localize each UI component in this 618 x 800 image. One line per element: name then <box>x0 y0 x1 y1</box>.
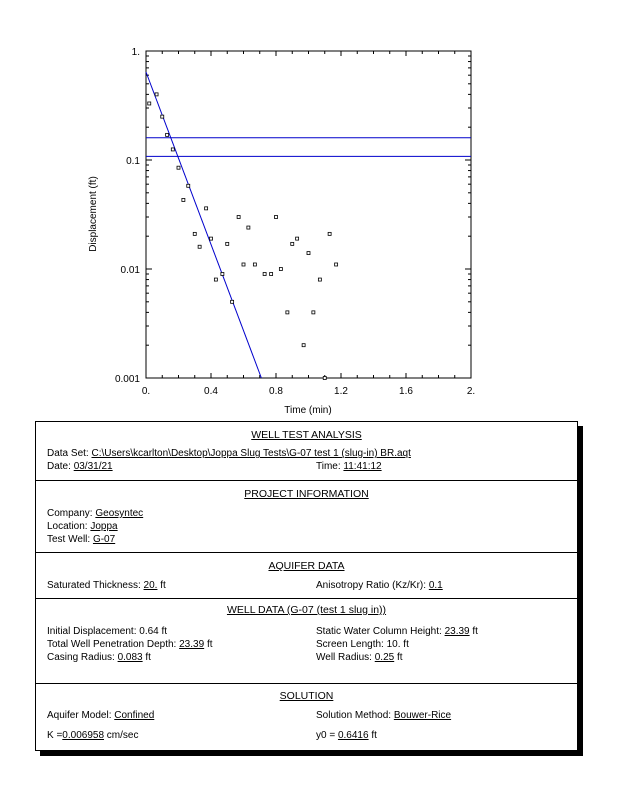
casing-radius-row <box>47 652 151 663</box>
data-point <box>198 245 201 248</box>
screen-length-label: Screen Length: <box>316 639 384 650</box>
y-tick-label: 1. <box>131 47 140 58</box>
data-point <box>312 311 315 314</box>
well-data-title: WELL DATA (G-07 (test 1 slug in)) <box>226 604 387 616</box>
date-row <box>47 461 113 472</box>
data-point <box>279 268 282 271</box>
k-row <box>47 730 138 741</box>
data-point <box>270 272 273 275</box>
location-label: Location: <box>47 521 88 532</box>
time-label: Time: <box>316 461 341 472</box>
well-radius-value: 0.25 <box>374 652 395 663</box>
y-tick-labels <box>115 47 140 385</box>
y-tick-label: 0.001 <box>114 374 140 385</box>
test-well-value: G-07 <box>92 534 116 545</box>
chart-ticks <box>146 51 471 378</box>
aquifer-model-row <box>47 710 154 721</box>
x-tick-label: 0. <box>141 386 151 397</box>
anisotropy-label: Anisotropy Ratio (Kz/Kr): <box>316 580 427 591</box>
aquifer-model-label: Aquifer Model: <box>47 710 112 721</box>
data-point <box>221 272 224 275</box>
y0-unit: ft <box>371 730 377 741</box>
test-well-label: Test Well: <box>47 534 91 545</box>
data-set-value: C:\Users\kcarlton\Desktop\Joppa Slug Tests\G-07 test 1 (slug-in) BR.aqt <box>91 448 411 459</box>
y0-row <box>316 730 377 741</box>
data-point <box>182 198 185 201</box>
data-point <box>296 237 299 240</box>
y-tick-label: 0.01 <box>120 265 140 276</box>
data-point <box>148 102 151 105</box>
data-set-label: Data Set: <box>47 448 89 459</box>
data-point <box>187 184 190 187</box>
data-point <box>214 278 217 281</box>
location-value: Joppa <box>90 521 118 532</box>
project-title: PROJECT INFORMATION <box>244 488 369 500</box>
data-point <box>302 344 305 347</box>
screen-length-value: 10. ft <box>386 639 409 650</box>
data-points <box>148 93 338 380</box>
y-tick-label: 0.1 <box>126 156 140 167</box>
x-tick-label: 1.6 <box>399 386 413 397</box>
static-water-unit: ft <box>472 626 478 637</box>
well-data-section <box>36 598 577 684</box>
data-point <box>237 215 240 218</box>
casing-radius-unit: ft <box>145 652 151 663</box>
well-test-report <box>35 421 578 751</box>
date-label: Date: <box>47 461 71 472</box>
y-axis-label: Displacement (ft) <box>88 176 99 252</box>
data-point <box>242 263 245 266</box>
anisotropy-row <box>316 580 443 591</box>
data-point <box>247 226 250 229</box>
aquifer-section <box>36 552 577 599</box>
time-value: 11:41:12 <box>343 461 382 472</box>
company-row <box>47 508 143 519</box>
time-row <box>316 461 382 472</box>
data-point <box>155 93 158 96</box>
data-point <box>231 300 234 303</box>
data-point <box>286 311 289 314</box>
static-water-value: 23.39 <box>444 626 470 637</box>
penetration-depth-row <box>47 639 213 650</box>
reference-lines <box>146 138 471 157</box>
data-point <box>166 133 169 136</box>
data-point <box>193 232 196 235</box>
static-water-label: Static Water Column Height: <box>316 626 442 637</box>
data-point <box>171 148 174 151</box>
data-point <box>335 263 338 266</box>
saturated-thickness-row <box>47 580 166 591</box>
saturated-thickness-value: 20. <box>143 580 158 591</box>
aquifer-title: AQUIFER DATA <box>268 560 345 572</box>
k-value: 0.006958 <box>62 730 105 741</box>
location-row <box>47 521 118 532</box>
data-point <box>177 166 180 169</box>
anisotropy-value: 0.1 <box>428 580 443 591</box>
x-axis-label: Time (min) <box>284 405 332 416</box>
test-well-row <box>47 534 115 545</box>
data-set-row <box>47 448 411 459</box>
data-point <box>263 272 266 275</box>
data-point <box>328 232 331 235</box>
y0-label: y0 = <box>316 730 336 741</box>
solution-section <box>36 683 577 751</box>
project-section <box>36 480 577 553</box>
saturated-thickness-unit: ft <box>160 580 166 591</box>
static-water-row <box>316 626 478 637</box>
penetration-depth-label: Total Well Penetration Depth: <box>47 639 177 650</box>
k-label: K <box>47 730 54 741</box>
x-tick-label: 2. <box>466 386 476 397</box>
data-point <box>161 115 164 118</box>
analysis-section <box>36 422 577 480</box>
x-tick-label: 0.8 <box>269 386 283 397</box>
penetration-depth-unit: ft <box>206 639 213 650</box>
x-tick-label: 1.2 <box>334 386 348 397</box>
initial-displacement-row <box>47 626 167 637</box>
company-label: Company: <box>47 508 93 519</box>
date-value: 03/31/21 <box>73 461 113 472</box>
y0-value: 0.6416 <box>337 730 369 741</box>
solution-method-value: Bouwer-Rice <box>393 710 452 721</box>
solution-method-row <box>316 710 451 721</box>
aquifer-model-value: Confined <box>114 710 155 721</box>
k-unit: cm/sec <box>106 730 139 741</box>
data-point <box>226 242 229 245</box>
report-title: WELL TEST ANALYSIS <box>251 429 362 441</box>
x-tick-label: 0.4 <box>204 386 218 397</box>
data-point <box>253 263 256 266</box>
well-radius-label: Well Radius: <box>316 652 372 663</box>
data-point <box>210 237 213 240</box>
company-value: Geosyntec <box>95 508 144 519</box>
penetration-depth-value: 23.39 <box>179 639 205 650</box>
saturated-thickness-label: Saturated Thickness: <box>47 580 141 591</box>
data-point <box>318 278 321 281</box>
x-tick-labels <box>142 386 475 397</box>
plot-area-frame <box>146 51 471 378</box>
k-equals: = <box>56 730 63 741</box>
solution-method-label: Solution Method: <box>316 710 392 721</box>
data-point <box>307 252 310 255</box>
screen-length-row <box>316 639 409 650</box>
data-point <box>275 215 278 218</box>
data-point <box>291 242 294 245</box>
initial-displacement-value: 0.64 ft <box>139 626 168 637</box>
well-radius-row <box>316 652 403 663</box>
casing-radius-label: Casing Radius: <box>47 652 115 663</box>
data-point <box>323 377 326 380</box>
casing-radius-value: 0.083 <box>117 652 143 663</box>
data-point <box>205 207 208 210</box>
initial-displacement-label: Initial Displacement: <box>47 626 137 637</box>
well-radius-unit: ft <box>396 652 403 663</box>
solution-title: SOLUTION <box>279 690 334 702</box>
